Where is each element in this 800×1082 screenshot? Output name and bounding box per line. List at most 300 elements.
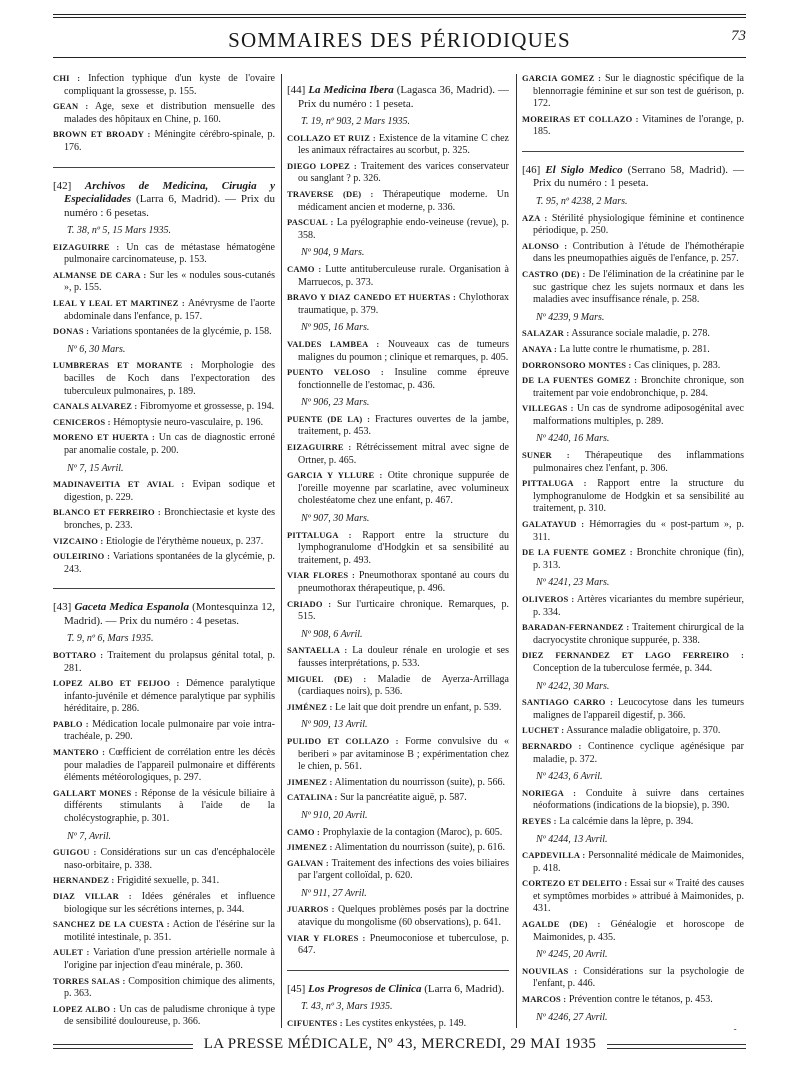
article-title: Personnalité médicale de Maimonides, p. 418. bbox=[533, 850, 744, 874]
article-entry bbox=[522, 724, 744, 738]
article-title: Lutte antituberculeuse rurale. Organisation à Marruecos, p. 373. bbox=[298, 263, 509, 288]
article-entry bbox=[287, 469, 509, 508]
article-title: Quelques problèmes posés par la doctrine atavique du mongolisme (60 observations), p. 641. bbox=[298, 904, 509, 929]
issue-heading: Nº 911, 27 Avril. bbox=[301, 887, 367, 899]
article-title: Sur le diagnostic spécifique de la blennorragie féminine et sur son test de guérison, p. 172. bbox=[533, 73, 744, 110]
article-entry bbox=[287, 735, 509, 774]
article-entry bbox=[287, 826, 509, 840]
article-title: La pyélographie endo-veineuse (revue), p. 358. bbox=[298, 217, 509, 241]
journal-info: (Serrano 58, Madrid). — Prix du numéro : 1 peseta. bbox=[533, 163, 744, 190]
author-name: AULET : bbox=[53, 947, 90, 958]
article-entry bbox=[287, 366, 509, 392]
article-entry bbox=[287, 263, 509, 289]
author-name: REYES : bbox=[522, 815, 557, 826]
article-entry bbox=[53, 918, 275, 944]
section-rule bbox=[53, 167, 275, 168]
author-name: PABLO : bbox=[53, 718, 89, 729]
article-entry bbox=[53, 359, 275, 398]
article-entry bbox=[522, 965, 744, 991]
article-title: Considérations sur la psychologie de l'enfant, p. 446. bbox=[533, 965, 744, 990]
article-entry bbox=[287, 598, 509, 624]
author-name: CHI : bbox=[53, 73, 81, 83]
issue-heading: Nº 4239, 9 Mars. bbox=[536, 311, 605, 323]
article-title: Pneumothorax spontané au cours du pneumothorax thérapeutique, p. 496. bbox=[298, 570, 509, 594]
issue-heading: Nº 4240, 16 Mars. bbox=[536, 433, 610, 445]
article-title: Traitement du prolapsus génital total, p. 281. bbox=[64, 649, 275, 674]
article-entry bbox=[522, 815, 744, 829]
issue-heading: T. 9, nº 6, Mars 1935. bbox=[67, 633, 154, 645]
article-title: Médication locale pulmonaire par voie intra-trachéale, p. 290. bbox=[64, 718, 275, 743]
author-name: LUMBRERAS ET MORANTE : bbox=[53, 360, 194, 371]
article-entry bbox=[53, 1003, 275, 1029]
author-name: BOTTARO : bbox=[53, 649, 104, 660]
article-title: Conception de la tuberculose fermée, p. 344. bbox=[533, 662, 713, 674]
article-entry bbox=[522, 918, 744, 944]
article-entry bbox=[53, 506, 275, 532]
article-title: Morphologie des bacilles de Koch dans l'expectoration des tuberculeux pulmonaires, p. 189. bbox=[64, 360, 275, 397]
journal-heading bbox=[522, 164, 744, 191]
issue-heading: Nº 7, Avril. bbox=[67, 830, 112, 842]
journal-heading bbox=[287, 84, 509, 111]
journal-info: (Lagasca 36, Madrid). — Prix du numéro : 1 peseta. bbox=[298, 84, 509, 110]
article-title: Etiologie de l'érythème noueux, p. 237. bbox=[105, 535, 264, 547]
author-name: AZA : bbox=[522, 212, 548, 223]
author-name: ANAYA : bbox=[522, 343, 558, 354]
article-title: Un cas de paludisme chronique à type de sensibilité douloureuse, p. 366. bbox=[64, 1003, 275, 1028]
article-title: Rapport entre la structure du lymphogranulome d'Hodgkin et sa sensibilité au traitement, p. 493. bbox=[298, 529, 509, 566]
article-title: Forme convulsive du « beriberi » par avitaminose B ; expérimentation chez le chien, p. 561. bbox=[298, 735, 509, 773]
author-name: GALVAN : bbox=[287, 857, 329, 868]
article-title: Hémorragies du « post-partum », p. 311. bbox=[533, 519, 744, 543]
author-name: CAMO : bbox=[287, 263, 322, 274]
author-name: OLIVEROS : bbox=[522, 594, 575, 604]
author-name: JIMENEZ : bbox=[287, 842, 333, 853]
article-entry bbox=[287, 932, 509, 958]
article-entry bbox=[522, 449, 744, 475]
author-name: BARADAN-FERNANDEZ : bbox=[522, 622, 630, 633]
author-name: SANTAELLA : bbox=[287, 645, 348, 656]
journal-info: (Larra 6, Madrid). — Prix du numéro : 6 pesetas. bbox=[64, 193, 275, 219]
issue-heading: Nº 909, 13 Avril. bbox=[301, 719, 368, 731]
article-title: Maladie de Ayerza-Arrillaga (cardiaques noirs), p. 536. bbox=[298, 673, 509, 698]
author-name: SANCHEZ DE LA CUESTA : bbox=[53, 919, 170, 930]
section-rule bbox=[53, 588, 275, 589]
article-title: Traitement chirurgical de la dacryocystite chronique suppurée, p. 338. bbox=[533, 622, 744, 646]
article-title: Assurance sociale maladie, p. 278. bbox=[571, 328, 710, 340]
author-name: GARCIA GOMEZ : bbox=[522, 73, 602, 83]
article-title: Anévrysme de l'aorte abdominale dans l'enfance, p. 157. bbox=[64, 298, 275, 322]
article-entry bbox=[53, 128, 275, 154]
article-entry bbox=[287, 791, 509, 805]
article-title: Bronchite chronique, son traitement par voie endobronchique, p. 284. bbox=[533, 375, 744, 399]
article-entry bbox=[287, 903, 509, 929]
article-entry bbox=[53, 787, 275, 826]
article-entry bbox=[287, 160, 509, 186]
author-name: EIZAGUIRRE : bbox=[53, 241, 120, 252]
article-title: Bronchiectasie et kyste des bronches, p. 233. bbox=[64, 507, 275, 531]
article-entry bbox=[53, 746, 275, 785]
journal-number: [46] bbox=[522, 163, 541, 176]
issue-heading: Nº 910, 20 Avril. bbox=[301, 809, 368, 821]
author-name: CAPDEVILLA : bbox=[522, 850, 586, 861]
page-number: 73 bbox=[731, 28, 746, 44]
article-entry bbox=[53, 297, 275, 323]
author-name: DIEZ FERNANDEZ ET LAGO FERREIRO : bbox=[522, 650, 744, 661]
author-name: LOPEZ ALBO ET FEIJOO : bbox=[53, 678, 180, 689]
author-name: DONAS : bbox=[53, 326, 90, 337]
article-entry bbox=[522, 621, 744, 647]
article-entry bbox=[53, 478, 275, 504]
article-entry bbox=[522, 1027, 744, 1030]
author-name: CAMO : bbox=[287, 826, 321, 837]
article-title: Réponse de la vésicule biliaire à différents stimulants à l'aide de la cholécystographie, p. 301. bbox=[64, 787, 275, 825]
article-entry bbox=[522, 359, 744, 373]
article-title: Continence cyclique agénésique par maladie, p. 372. bbox=[533, 740, 744, 765]
journal-heading bbox=[287, 983, 509, 997]
article-entry bbox=[522, 343, 744, 357]
journal-name: El Siglo Medico bbox=[545, 163, 623, 176]
author-name: PITTALUGA : bbox=[287, 529, 352, 540]
author-name: ALONSO : bbox=[522, 240, 568, 251]
article-title: Démence paralytique infanto-juvénile et démence paralytique par syphilis héréditaire, p. 286. bbox=[64, 678, 275, 715]
article-entry bbox=[522, 649, 744, 675]
page-footer bbox=[53, 1036, 746, 1058]
author-name: JIMENEZ : bbox=[287, 776, 333, 787]
article-title: Sur la pancréatite aiguë, p. 587. bbox=[340, 792, 467, 804]
article-title: Existence de la vitamine C chez les animaux réfractaires au scorbut, p. 325. bbox=[298, 132, 509, 157]
author-name: TORRES SALAS : bbox=[53, 975, 126, 986]
article-title: Vitamines de l'orange, p. 185. bbox=[533, 113, 744, 138]
author-name: NOUVILAS : bbox=[522, 965, 578, 976]
article-title: Alimentation du nourrisson (suite), p. 566. bbox=[334, 776, 505, 788]
article-entry bbox=[287, 644, 509, 670]
author-name: CANALS ALVAREZ : bbox=[53, 401, 138, 412]
column-1 bbox=[53, 72, 275, 1030]
author-name: JUARROS : bbox=[287, 904, 335, 915]
journal-number: [42] bbox=[53, 179, 72, 192]
article-title: Sur les « nodules sous-cutanés », p. 155. bbox=[64, 269, 275, 294]
article-entry bbox=[53, 649, 275, 675]
article-title: Variation d'une pression artérielle normale à l'origine par injection d'eau minérale, p. 360. bbox=[64, 947, 275, 971]
author-name: DE LA FUENTES GOMEZ : bbox=[522, 375, 638, 386]
column-divider bbox=[516, 74, 517, 1028]
article-entry bbox=[522, 113, 744, 139]
issue-heading: Nº 907, 30 Mars. bbox=[301, 513, 370, 525]
author-name: DIAZ VILLAR : bbox=[53, 891, 132, 901]
article-entry bbox=[522, 849, 744, 875]
article-entry bbox=[522, 546, 744, 572]
author-name: BERNARDO : bbox=[522, 740, 582, 751]
author-name: BROWN ET BROADY : bbox=[53, 129, 151, 140]
article-title: Chylothorax traumatique, p. 379. bbox=[298, 292, 509, 316]
author-name: VIAR Y FLORES : bbox=[287, 932, 366, 943]
author-name: JIMÉNEZ : bbox=[287, 701, 333, 712]
article-title: Alimentation du nourrisson (suite), p. 616. bbox=[334, 842, 505, 854]
author-name: CORTEZO ET DELEITO : bbox=[522, 878, 628, 889]
article-title: Otite chronique suppurée de l'oreille moyenne par scarlatine, avec volumineux cholestéatome chez une enfant, p. 467. bbox=[298, 470, 509, 507]
author-name: GALATAYUD : bbox=[522, 519, 585, 530]
author-name: SUNER : bbox=[522, 450, 570, 461]
article-title: Prophylaxie de la contagion (Maroc), p. 605. bbox=[322, 826, 503, 838]
article-entry bbox=[522, 593, 744, 619]
journal-name: Archivos de Medicina, Cirugia y Especialidades bbox=[64, 179, 275, 206]
author-name: ALMANSE DE CARA : bbox=[53, 269, 147, 280]
author-name: VIZCAINO : bbox=[53, 535, 104, 546]
journal-info: (Montesquinza 12, Madrid). — Prix du numéro : 4 pesetas. bbox=[64, 601, 275, 627]
article-entry bbox=[53, 431, 275, 457]
issue-heading: Nº 908, 6 Avril. bbox=[301, 628, 363, 640]
author-name: LEAL Y LEAL ET MARTINEZ : bbox=[53, 298, 185, 309]
article-title: Méningite cérébro-spinale, p. 176. bbox=[64, 129, 275, 153]
issue-heading: Nº 4244, 13 Avril. bbox=[536, 833, 608, 845]
article-title: Conduite à suivre dans certaines néoformations (indications de la biopsie), p. 390. bbox=[533, 787, 744, 812]
author-name: MOREIRAS ET COLLAZO : bbox=[522, 113, 639, 124]
author-name: CRIADO : bbox=[287, 598, 332, 609]
author-name: MARCOS : bbox=[522, 994, 567, 1005]
article-entry bbox=[53, 535, 275, 549]
author-name: EIZAGUIRRE : bbox=[287, 442, 352, 453]
issue-heading: Nº 4242, 30 Mars. bbox=[536, 680, 610, 692]
article-entry bbox=[522, 212, 744, 238]
article-title: Contribution à l'étude de l'hémothérapie dans les pneumopathies aiguës de l'enfance, p. 257. bbox=[533, 240, 744, 265]
article-entry bbox=[287, 673, 509, 699]
section-rule bbox=[522, 151, 744, 152]
journal-number: [43] bbox=[53, 601, 72, 614]
author-name: MANTERO : bbox=[53, 747, 106, 758]
article-entry bbox=[287, 188, 509, 214]
journal-info: (Larra 6, Madrid). bbox=[424, 982, 505, 995]
article-entry bbox=[522, 374, 744, 400]
article-entry bbox=[522, 327, 744, 341]
article-title: Rétrécissement mitral avec signe de Ortner, p. 465. bbox=[298, 442, 509, 466]
article-title: Frigidité sexuelle, p. 341. bbox=[116, 875, 220, 887]
author-name: COLLAZO ET RUIZ : bbox=[287, 132, 376, 143]
article-title: Leucocytose dans les tumeurs malignes de l'appareil digestif, p. 366. bbox=[533, 697, 744, 721]
columns bbox=[53, 72, 746, 1030]
article-entry bbox=[53, 325, 275, 339]
issue-heading: Nº 4245, 20 Avril. bbox=[536, 949, 608, 961]
article-title: Rapport entre la structure du lymphogranulome de Hodgkin et sa sensibilité au traitement, p. 310. bbox=[533, 478, 744, 515]
author-name: LUCHET : bbox=[522, 725, 565, 736]
article-title: Action de l'ésérine sur la motilité intestinale, p. 351. bbox=[64, 919, 275, 943]
article-title: La calcémie dans la lèpre, p. 394. bbox=[559, 815, 694, 827]
article-entry bbox=[53, 72, 275, 98]
article-entry bbox=[287, 216, 509, 242]
author-name: AGALDE (DE) : bbox=[522, 919, 601, 930]
article-entry bbox=[53, 890, 275, 916]
article-title: De l'élimination de la créatinine par le suc gastrique chez les sujets normaux et dans les maladies avec insuffisance rénale, p. 258. bbox=[533, 268, 744, 306]
article-title: Composition chimique des aliments, p. 363. bbox=[64, 975, 275, 1000]
author-name: GARCIA Y YLLURE : bbox=[287, 470, 383, 481]
article-entry bbox=[287, 413, 509, 439]
article-title: Pneumoconiose et tuberculose, p. 647. bbox=[298, 932, 509, 957]
article-entry bbox=[53, 100, 275, 126]
article-title: Variations spontanées de la glycémie, p. 158. bbox=[91, 326, 272, 338]
issue-heading: Nº 6, 30 Mars. bbox=[67, 343, 126, 355]
article-entry bbox=[53, 975, 275, 1001]
article-entry bbox=[53, 550, 275, 576]
page-title: SOMMAIRES DES PÉRIODIQUES bbox=[228, 28, 571, 52]
column-3 bbox=[522, 72, 744, 1030]
article-entry bbox=[522, 787, 744, 813]
article-title: Insuline comme épreuve fonctionnelle de l'estomac, p. 436. bbox=[298, 367, 509, 391]
author-name: CASTRO (DE) : bbox=[522, 268, 586, 279]
author-name: CENICEROS : bbox=[53, 416, 111, 427]
author-name: NORIEGA : bbox=[522, 787, 577, 798]
author-name: OULEIRINO : bbox=[53, 551, 111, 562]
footer-text: LA PRESSE MÉDICALE, Nº 43, MERCREDI, 29 MAI 1935 bbox=[203, 1036, 597, 1052]
article-entry bbox=[522, 696, 744, 722]
article-entry bbox=[522, 402, 744, 428]
article-entry bbox=[53, 677, 275, 716]
article-entry bbox=[522, 877, 744, 916]
article-entry bbox=[287, 441, 509, 467]
issue-heading: Nº 905, 16 Mars. bbox=[301, 322, 370, 334]
column-divider bbox=[281, 74, 282, 1028]
article-entry bbox=[522, 268, 744, 307]
author-name: PUENTO VELOSO : bbox=[287, 367, 384, 378]
author-name: BLANCO ET FERREIRO : bbox=[53, 507, 161, 518]
author-name: PULIDO ET COLLAZO : bbox=[287, 735, 399, 746]
issue-heading: Nº 7, 15 Avril. bbox=[67, 462, 124, 474]
issue-heading: T. 19, nº 903, 2 Mars 1935. bbox=[301, 116, 411, 127]
author-name: VILLEGAS : bbox=[522, 403, 574, 414]
article-entry bbox=[287, 701, 509, 715]
article-entry bbox=[53, 946, 275, 972]
author-name: VIAR FLORES : bbox=[287, 570, 356, 581]
article-entry bbox=[287, 338, 509, 364]
article-entry bbox=[53, 718, 275, 744]
issue-heading: Nº 4241, 23 Mars. bbox=[536, 577, 610, 589]
article-title: Infection typhique d'un kyste de l'ovaire compliquant la grossesse, p. 155. bbox=[64, 73, 275, 97]
article-title: Fractures ouvertes de la jambe, traitement, p. 453. bbox=[298, 413, 509, 438]
article-entry bbox=[522, 240, 744, 266]
article-entry bbox=[287, 132, 509, 158]
journal-heading bbox=[53, 180, 275, 221]
article-entry bbox=[53, 400, 275, 414]
issue-heading: Nº 904, 9 Mars. bbox=[301, 247, 365, 259]
column-2 bbox=[287, 72, 509, 1030]
author-name: CATALINA : bbox=[287, 792, 338, 803]
footer-rule-right bbox=[607, 1044, 746, 1049]
article-title: Variations spontanées de la glycémie, p. 243. bbox=[64, 551, 275, 575]
section-rule bbox=[287, 970, 509, 971]
author-name: SANTIAGO CARRO : bbox=[522, 697, 614, 708]
issue-heading: T. 38, nº 5, 15 Mars 1935. bbox=[67, 225, 172, 237]
author-name: GEAN : bbox=[53, 101, 89, 112]
author-name: PASCUAL : bbox=[287, 217, 334, 228]
issue-heading: Nº 4246, 27 Avril. bbox=[536, 1011, 608, 1023]
author-name bbox=[522, 1028, 726, 1030]
journal-number: [44] bbox=[287, 84, 306, 96]
article-entry bbox=[522, 477, 744, 516]
article-entry bbox=[53, 416, 275, 430]
issue-heading: T. 43, nº 3, Mars 1935. bbox=[301, 1001, 393, 1013]
article-entry bbox=[53, 846, 275, 872]
author-name: GALLART MONES : bbox=[53, 787, 138, 798]
article-title: Essai sur « Traité des causes et symptômes morbides » attribué à Maimonides, p. 431. bbox=[533, 878, 744, 915]
article-title: Artères vicariantes du membre supérieur, p. 334. bbox=[533, 594, 744, 618]
article-title: La lutte contre le rhumatisme, p. 281. bbox=[559, 343, 710, 355]
article-entry bbox=[287, 569, 509, 595]
article-entry bbox=[522, 740, 744, 766]
article-title: Thérapeutique moderne. Un médicament ancien et moderne, p. 336. bbox=[298, 188, 509, 213]
article-title: Hémoptysie neuro-vasculaire, p. 196. bbox=[113, 416, 264, 428]
article-entry bbox=[287, 857, 509, 883]
author-name: PITTALUGA : bbox=[522, 478, 587, 489]
article-entry bbox=[522, 518, 744, 544]
article-title: Le lait que doit prendre un enfant, p. 539. bbox=[334, 701, 502, 713]
journal-name: Los Progresos de Clinica bbox=[308, 982, 422, 995]
page-header bbox=[53, 14, 746, 60]
author-name: DE LA FUENTE GOMEZ : bbox=[522, 547, 633, 558]
article-title: Sur l'urticaire chronique. Remarques, p. 515. bbox=[298, 598, 509, 623]
author-name: HERNANDEZ : bbox=[53, 875, 115, 886]
author-name: SALAZAR : bbox=[522, 328, 570, 339]
article-title: Thérapeutique des inflammations pulmonaires chez l'enfant, p. 306. bbox=[533, 450, 744, 474]
issue-heading: T. 95, nº 4238, 2 Mars. bbox=[536, 195, 628, 207]
author-name: DORRONSORO MONTES : bbox=[522, 359, 632, 370]
author-name: VALDES LAMBEA : bbox=[287, 338, 380, 349]
article-title: Age, sexe et distribution mensuelle des malades des hôpitaux en Chine, p. 160. bbox=[64, 101, 275, 125]
author-name: BRAVO Y DIAZ CANEDO ET HUERTAS : bbox=[287, 292, 457, 303]
article-entry bbox=[53, 241, 275, 267]
author-name: GUIGOU : bbox=[53, 847, 97, 858]
article-title: Cas cliniques, p. 283. bbox=[634, 359, 721, 371]
article-entry bbox=[287, 529, 509, 568]
article-title: Un cas de syndrome adiposogénital avec malformations multiples, p. 289. bbox=[533, 403, 744, 427]
article-entry bbox=[522, 993, 744, 1007]
article-title: Evipan sodique et digestion, p. 229. bbox=[64, 479, 275, 503]
footer-rule-left bbox=[53, 1044, 193, 1049]
article-title: Les cystites enkystées, p. 149. bbox=[345, 1017, 467, 1029]
journal-heading bbox=[53, 601, 275, 628]
article-title: Assurance maladie obligatoire, p. 370. bbox=[566, 725, 721, 737]
article-title: Stérilité physiologique féminine et continence périodique, p. 250. bbox=[533, 212, 744, 237]
article-title: Considérations sur un cas d'encéphalocèle naso-orbitaire, p. 338. bbox=[64, 847, 275, 871]
article-title: Cœfficient de corrélation entre les décès pour maladies de l'appareil pulmonaire et différents éléments météorologiques, p. 297. bbox=[64, 747, 275, 784]
issue-heading: Nº 4243, 6 Avril. bbox=[536, 771, 603, 783]
issue-heading: Nº 906, 23 Mars. bbox=[301, 397, 370, 409]
author-name: MORENO ET HUERTA : bbox=[53, 432, 155, 443]
article-title: Nouveaux cas de tumeurs malignes du poumon ; clinique et remarques, p. 405. bbox=[298, 338, 509, 363]
article-title: Traitement des varices conservateur ou sanglant ? p. 326. bbox=[298, 160, 509, 185]
article-title: La douleur rénale en urologie et ses fausses interprétations, p. 533. bbox=[298, 645, 509, 669]
journal-name: Gaceta Medica Espanola bbox=[74, 601, 189, 614]
journal-number: [45] bbox=[287, 982, 306, 995]
author-name: LOPEZ ALBO : bbox=[53, 1003, 117, 1014]
author-name: MADINAVEITIA ET AVIAL : bbox=[53, 479, 185, 490]
article-title: Idées générales et influence biologique sur les sécrétions internes, p. 344. bbox=[64, 891, 275, 915]
article-entry bbox=[287, 841, 509, 855]
article-entry bbox=[53, 269, 275, 295]
author-name: TRAVERSE (DE) : bbox=[287, 188, 374, 199]
article-entry bbox=[287, 291, 509, 317]
article-title: Un cas de métastase hématogène pulmonaire carcinomateuse, p. 153. bbox=[64, 241, 275, 266]
author-name: MIGUEL (DE) : bbox=[287, 673, 367, 684]
article-title: Généalogie et horoscope de Maimonides, p. 435. bbox=[533, 919, 744, 943]
author-name: CIFUENTES : bbox=[287, 1017, 343, 1028]
journal-name: La Medicina Ibera bbox=[308, 84, 394, 96]
author-name: PUENTE (DE LA) : bbox=[287, 413, 371, 424]
article-entry bbox=[287, 1017, 509, 1030]
article-entry bbox=[287, 776, 509, 790]
article-entry bbox=[53, 874, 275, 888]
article-title: Prévention contre le tétanos, p. 453. bbox=[568, 994, 713, 1006]
article-title: Bronchite chronique (fin), p. 313. bbox=[533, 547, 744, 571]
article-title: Fibromyome et grossesse, p. 194. bbox=[139, 401, 275, 413]
article-entry bbox=[522, 72, 744, 111]
